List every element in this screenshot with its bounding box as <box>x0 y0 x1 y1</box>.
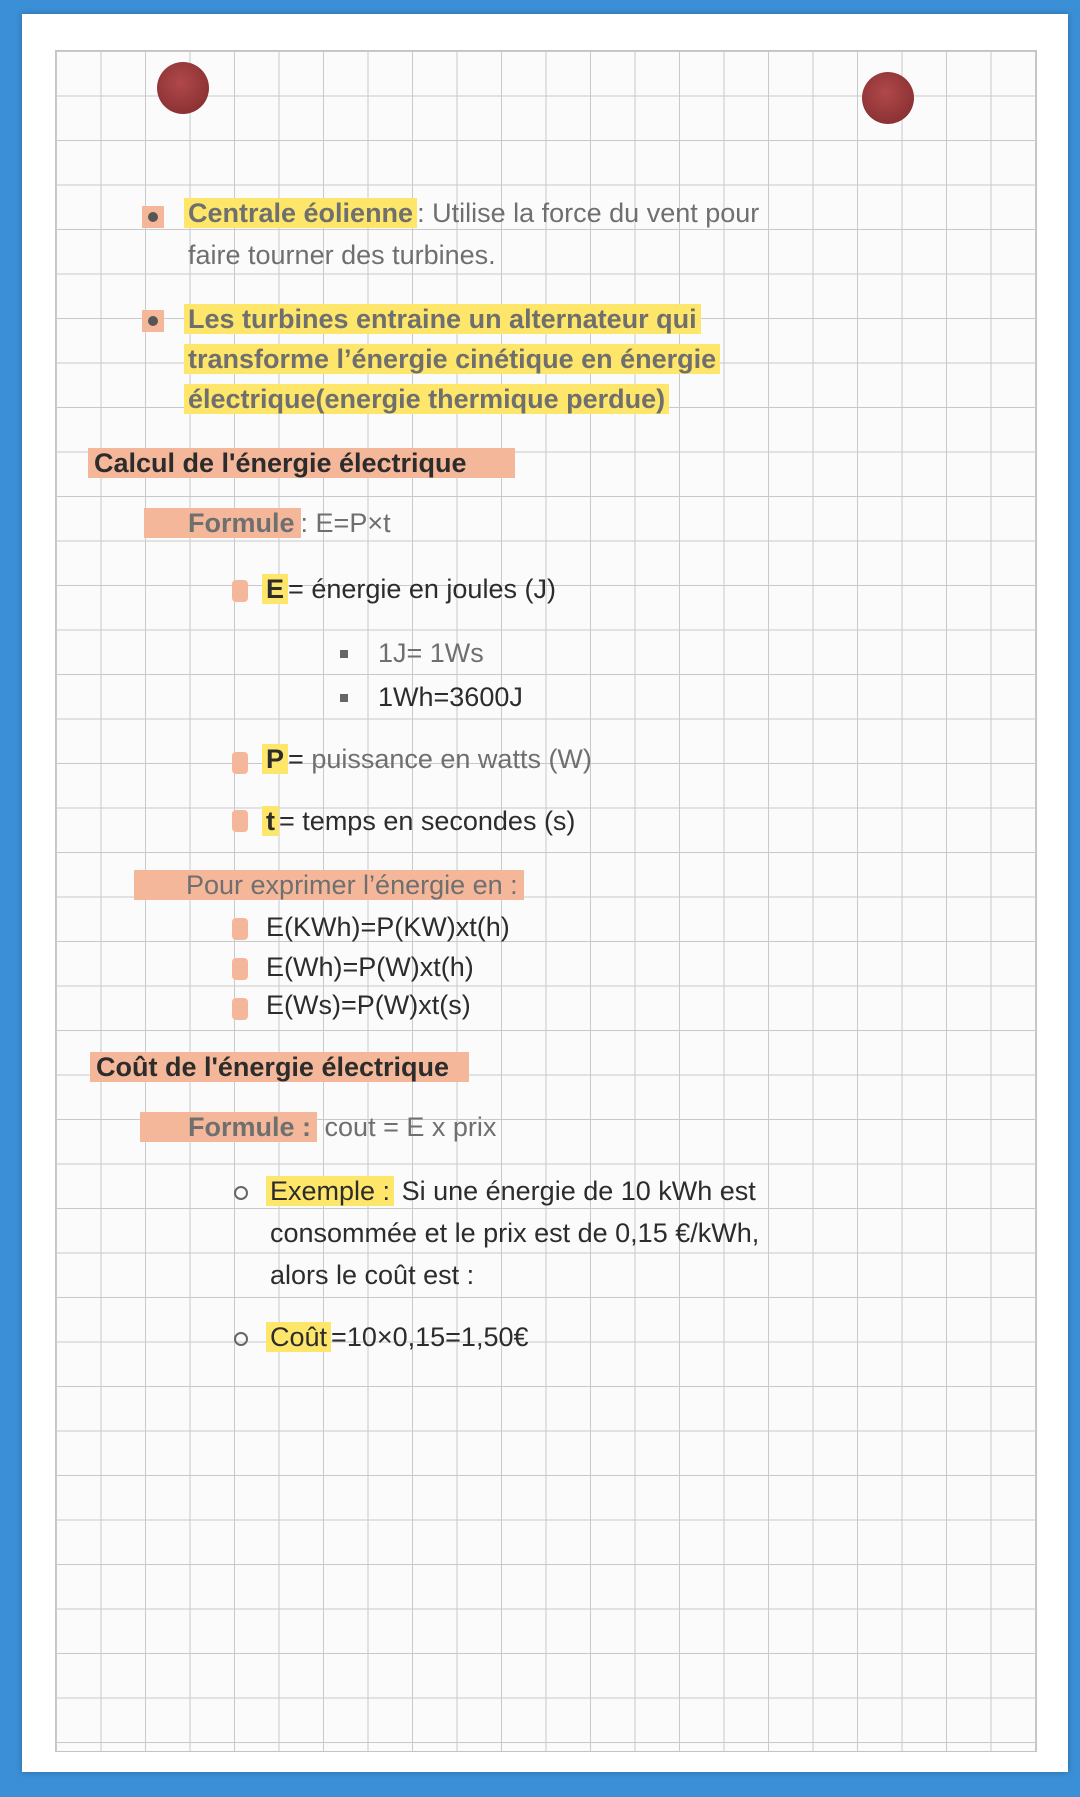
p-sep: = <box>288 744 304 774</box>
calc-formula-sep: : <box>300 508 309 538</box>
wind-sep: : <box>417 198 425 228</box>
p-label: P <box>262 744 288 774</box>
sub-bullet-marker <box>232 752 248 774</box>
express-line: Pour exprimer l’énergie en : <box>134 870 524 901</box>
square-bullet <box>340 694 348 702</box>
e-label: E <box>262 574 288 604</box>
p-line <box>262 744 592 775</box>
example-line-1 <box>266 1176 756 1207</box>
e-sep: = <box>288 574 304 604</box>
sub-bullet-marker <box>232 810 248 832</box>
e-line <box>262 574 556 605</box>
sub-bullet-marker <box>232 998 248 1020</box>
example-label: Exemple : <box>266 1176 394 1206</box>
t-desc: temps en secondes (s) <box>302 806 576 836</box>
notebook-page <box>22 14 1068 1772</box>
punch-hole-left <box>157 62 209 114</box>
sub-bullet-marker <box>232 580 248 602</box>
calc-formula: E=P×t <box>315 508 391 538</box>
sub-bullet-marker <box>232 918 248 940</box>
calc-formula-line <box>144 508 391 539</box>
t-label: t <box>262 806 279 836</box>
conv-2: 1Wh=3600J <box>378 682 523 712</box>
p-desc: puissance en watts (W) <box>311 744 592 774</box>
cost-formula-label: Formule : <box>140 1112 317 1142</box>
conv-1: 1J= 1Ws <box>378 638 484 668</box>
cost-formula-line <box>140 1112 496 1143</box>
example-text-1: Si une énergie de 10 kWh est <box>401 1176 756 1206</box>
circle-bullet <box>234 1332 248 1346</box>
t-line <box>262 806 575 837</box>
bullet <box>148 212 158 222</box>
turbines-line-1: Les turbines entraine un alternateur qui <box>184 304 701 335</box>
bullet <box>148 316 158 326</box>
wind-desc-2: faire tourner des turbines. <box>188 240 496 270</box>
formula-wh: E(Wh)=P(W)xt(h) <box>266 952 474 982</box>
sub-bullet-marker <box>232 958 248 980</box>
result-value: =10×0,15=1,50€ <box>331 1322 529 1352</box>
punch-hole-right <box>862 72 914 124</box>
wind-desc-1: Utilise la force du vent pour <box>432 198 760 228</box>
wind-term: Centrale éolienne <box>184 198 417 228</box>
circle-bullet <box>234 1186 248 1200</box>
turbines-line-3: électrique(energie thermique perdue) <box>184 384 669 415</box>
cost-title: Coût de l'énergie électrique <box>90 1052 469 1083</box>
cost-formula: cout = E x prix <box>324 1112 497 1142</box>
formula-ws: E(Ws)=P(W)xt(s) <box>266 990 471 1020</box>
wind-line-1 <box>184 198 759 229</box>
e-desc: énergie en joules (J) <box>311 574 556 604</box>
result-label: Coût <box>266 1322 331 1352</box>
calc-formula-label: Formule <box>144 508 301 538</box>
example-text-2: consommée et le prix est de 0,15 €/kWh, <box>270 1218 760 1248</box>
calc-title: Calcul de l'énergie électrique <box>88 448 515 479</box>
turbines-line-2: transforme l’énergie cinétique en énergie <box>184 344 720 375</box>
t-sep: = <box>279 806 295 836</box>
result-line <box>266 1322 529 1353</box>
square-bullet <box>340 650 348 658</box>
formula-kwh: E(KWh)=P(KW)xt(h) <box>266 912 510 942</box>
example-text-3: alors le coût est : <box>270 1260 475 1290</box>
